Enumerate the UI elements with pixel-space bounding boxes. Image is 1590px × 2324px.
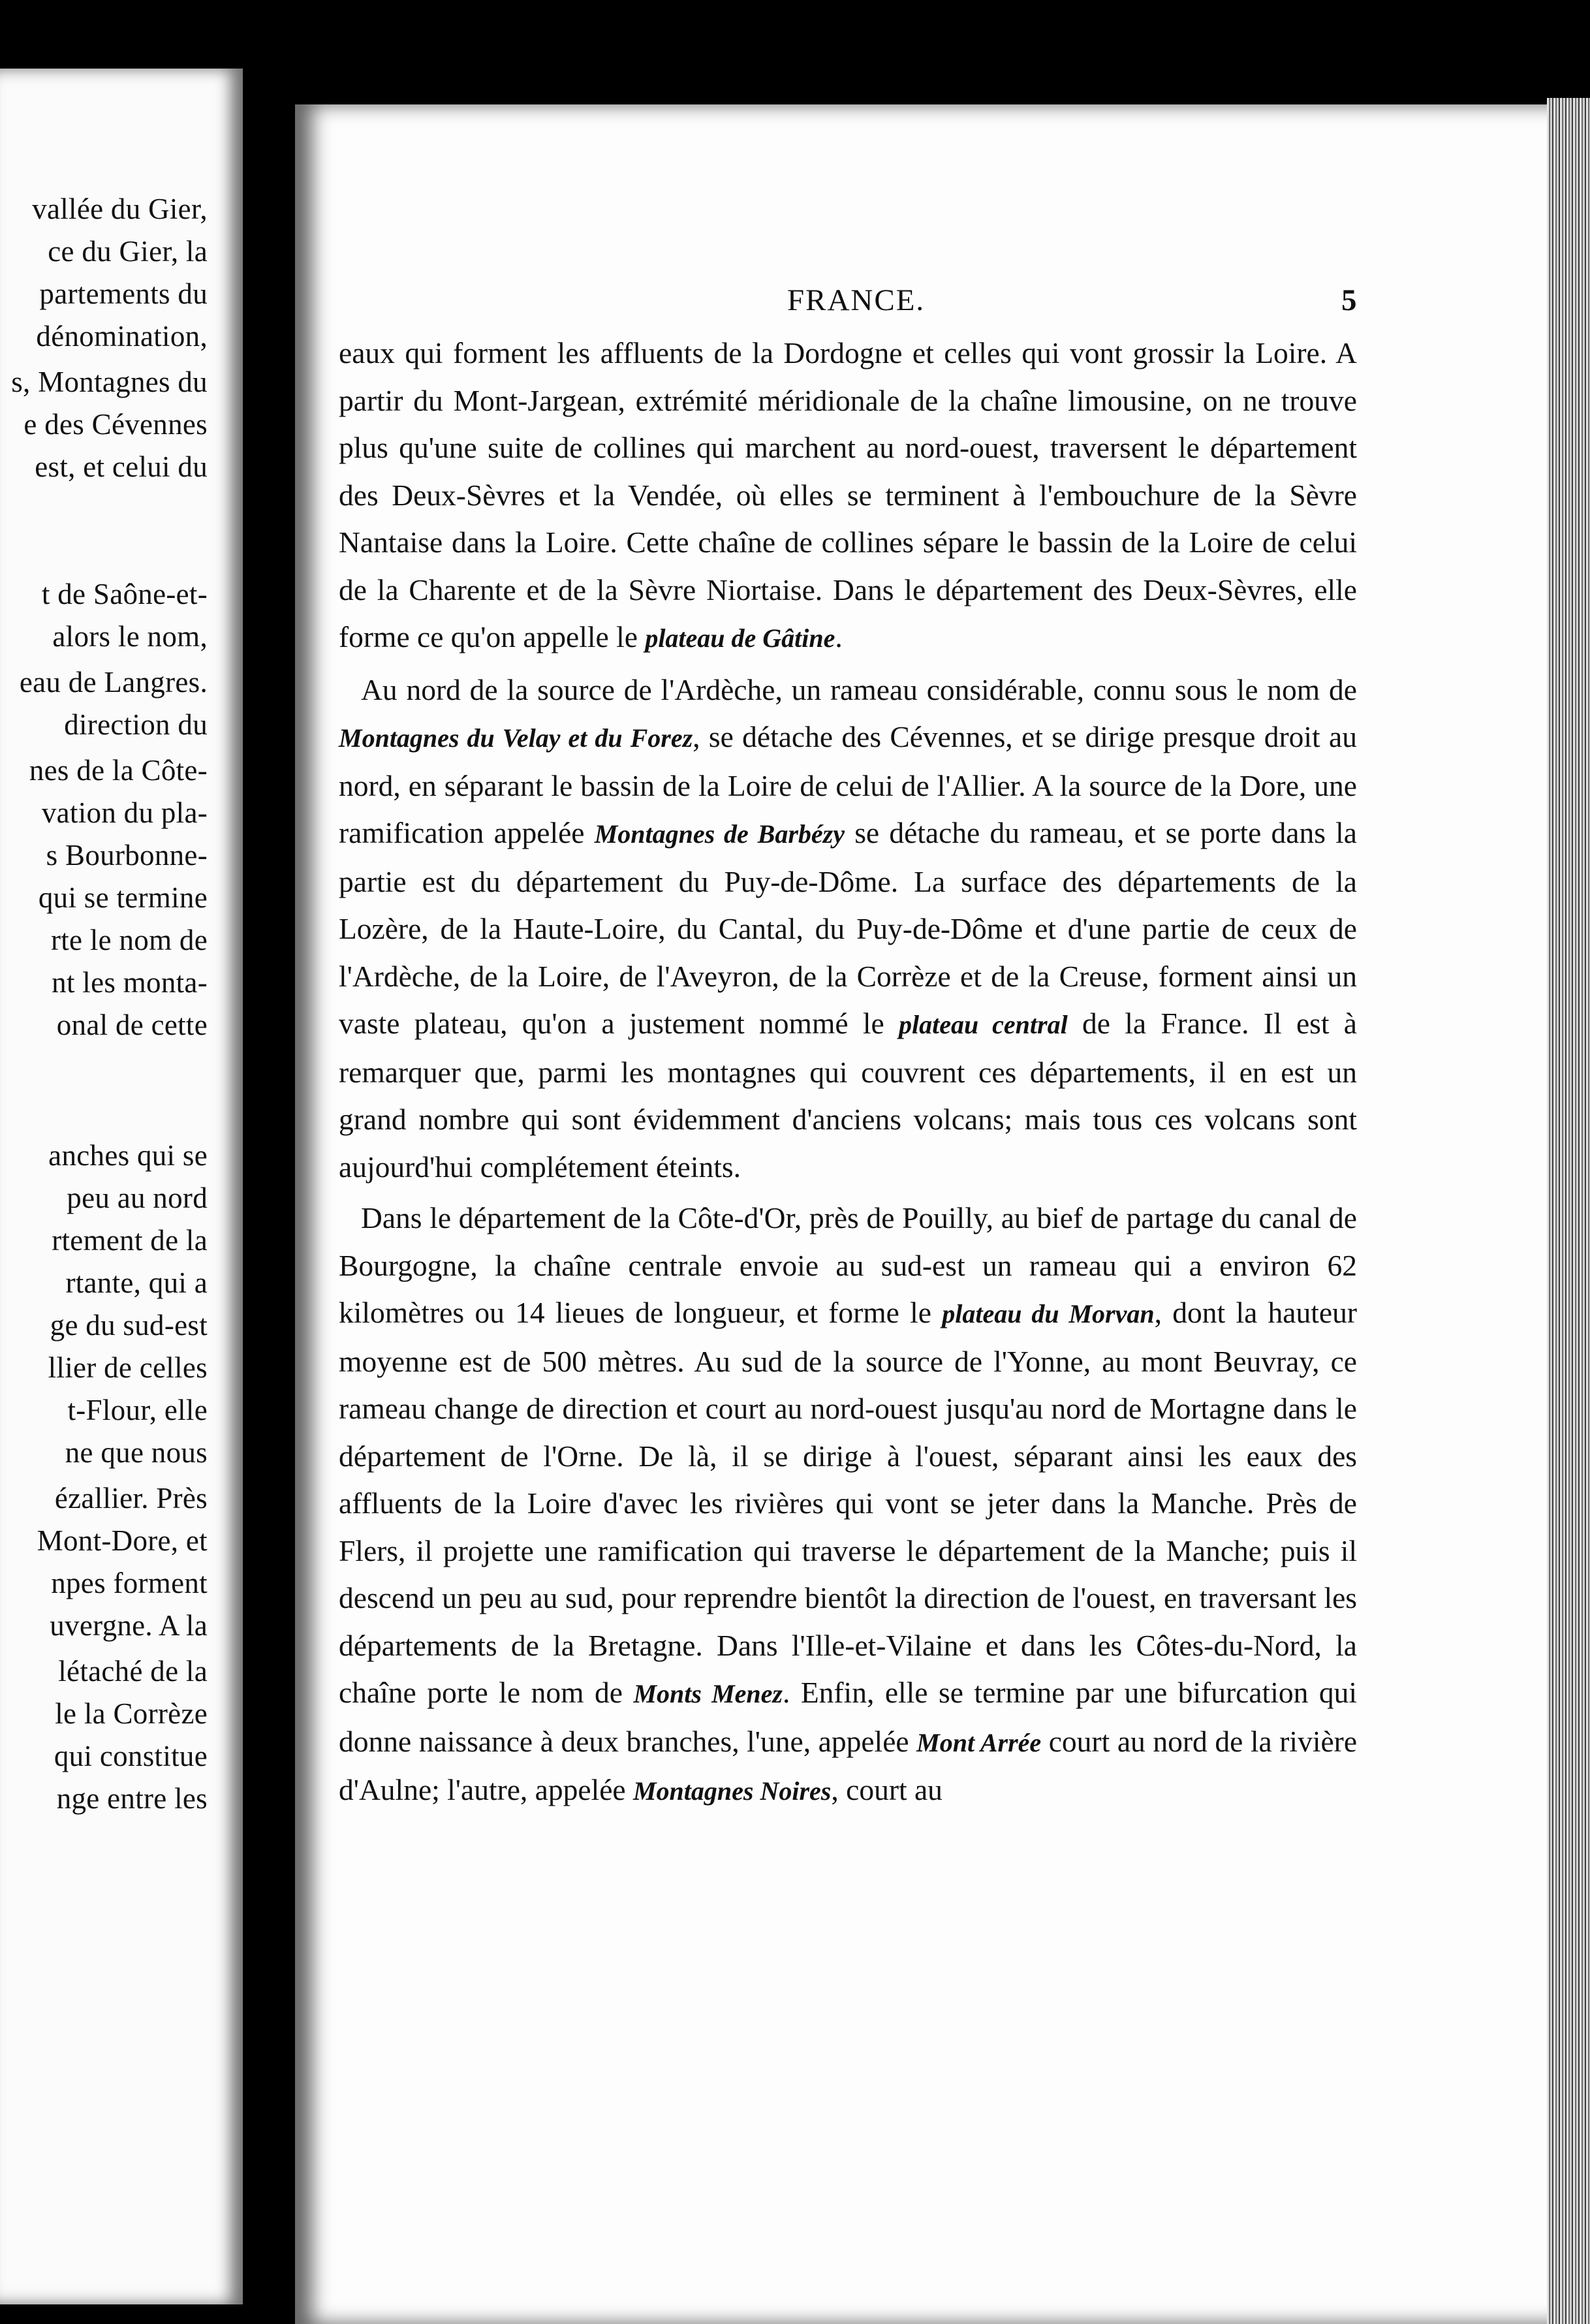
- left-page-line: est, et celui du: [35, 450, 208, 483]
- left-page-line: rtement de la: [52, 1224, 208, 1257]
- left-page-line: partements du: [39, 277, 208, 310]
- text-run: Au nord de la source de l'Ardèche, un rameau considérable, connu sous le nom de: [361, 672, 1357, 706]
- left-page-line: llier de celles: [48, 1351, 208, 1384]
- left-page-line: ézallier. Près: [54, 1482, 208, 1515]
- right-page: [295, 104, 1558, 2324]
- italic-term: Mont Arrée: [916, 1727, 1042, 1757]
- italic-term: plateau central: [898, 1010, 1068, 1039]
- left-page-line: npes forment: [51, 1567, 208, 1599]
- text-run: .: [835, 620, 843, 653]
- left-page-line: létaché de la: [58, 1655, 208, 1688]
- left-page-line: Mont-Dore, et: [37, 1524, 208, 1557]
- left-page-line: nt les monta-: [52, 966, 208, 999]
- italic-term: plateau de Gâtine: [645, 623, 835, 653]
- text-run: court au nord de la rivière d'Aulne; l'autre, appelée: [339, 1724, 1358, 1806]
- left-page-line: qui se termine: [38, 881, 208, 914]
- left-page-line: e des Cévennes: [23, 408, 208, 441]
- left-page-line: vallée du Gier,: [32, 193, 208, 225]
- left-page-line: ge du sud-est: [50, 1309, 208, 1342]
- text-run: Dans le département de la Côte-d'Or, près de Pouilly, au bief de partage du canal de Bourgogne, la chaîne centrale envoie au sud-est un rameau qui a environ 62 kilomètres ou 14 lieues de longueur, et forme le: [339, 1201, 1357, 1329]
- left-page-line: s Bourbonne-: [46, 839, 208, 872]
- left-page-line: uvergne. A la: [50, 1609, 208, 1642]
- paragraph: [339, 1195, 1357, 1815]
- running-head-title: FRANCE.: [787, 283, 926, 317]
- left-page-line: s, Montagnes du: [11, 366, 208, 398]
- left-page-line: ce du Gier, la: [48, 235, 208, 268]
- left-page-line: onal de cette: [56, 1009, 208, 1041]
- left-page-fragment: [0, 69, 243, 2304]
- left-page-line: qui constitue: [54, 1740, 208, 1772]
- text-run: . Enfin, elle se termine par une bifurcation qui donne naissance à deux branches, l'une, appelée: [339, 1676, 1357, 1758]
- left-page-line: t-Flour, elle: [67, 1394, 208, 1426]
- left-page-line: nes de la Côte-: [29, 754, 208, 787]
- left-page-line: peu au nord: [67, 1182, 208, 1214]
- left-page-line: rte le nom de: [50, 924, 208, 956]
- text-run: se détache du rameau, et se porte dans la partie est du département du Puy-de-Dôme. La surface des départements de la Lozère, de la Haute-Loire, du Cantal, du Puy-de-Dôme et d'une partie de ceux de l'Ardèche, de la Loire, de l'Aveyron, de la Corrèze et de la Creuse, forment ainsi un vaste plateau, qu'on a justement nommé le: [339, 816, 1357, 1040]
- page-number: 5: [1341, 283, 1357, 317]
- italic-term: plateau du Morvan: [942, 1299, 1155, 1328]
- paragraph: [339, 667, 1357, 1191]
- left-page-line: alors le nom,: [52, 620, 208, 653]
- left-page-line: vation du pla-: [41, 796, 208, 829]
- text-run: , dont la hauteur moyenne est de 500 mètres. Au sud de la source de l'Yonne, au mont Beuvray, ce rameau change de direction et court au nord-ouest jusqu'au nord de Mortagne dans le département de l'Orne. De là, il se dirige à l'ouest, séparant ainsi les eaux des affluents de la Loire d'avec les rivières qui vont se jeter dans la Manche. Près de Flers, il projette une ramification qui traverse le département de la Manche; puis il descend un peu au sud, pour reprendre bientôt la direction de l'ouest, en traversant les départements de la Bretagne. Dans l'Ille-et-Vilaine et dans les Côtes-du-Nord, la chaîne porte le nom de: [339, 1296, 1357, 1709]
- left-page-line: t de Saône-et-: [41, 578, 208, 610]
- text-run: eaux qui forment les affluents de la Dordogne et celles qui vont grossir la Loire. A partir du Mont-Jargean, extrémité méridionale de la chaîne limousine, on ne trouve plus qu'une suite de collines qui marchent au nord-ouest, traversent le département des Deux-Sèvres et la Vendée, où elles se terminent à l'embouchure de la Sèvre Nantaise dans la Loire. Cette chaîne de collines sépare le bassin de la Loire de celui de la Charente et de la Sèvre Niortaise. Dans le département des Deux-Sèvres, elle forme ce qu'on appelle le: [339, 336, 1357, 653]
- paragraph: [339, 330, 1357, 663]
- left-page-line: le la Corrèze: [55, 1697, 208, 1730]
- left-page-line: ne que nous: [65, 1436, 208, 1469]
- left-page-line: rtante, qui a: [65, 1266, 208, 1299]
- left-page-line: eau de Langres.: [19, 666, 208, 699]
- left-page-line: nge entre les: [56, 1782, 208, 1815]
- left-page-line: direction du: [64, 708, 208, 741]
- text-run: , se détache des Cévennes, et se dirige presque droit au nord, en séparant le bassin de la Loire de celui de l'Allier. A la source de la Dore, une ramification appelée: [339, 720, 1357, 849]
- left-page-line: dénomination,: [36, 320, 208, 353]
- italic-term: Monts Menez: [633, 1679, 783, 1708]
- italic-term: Montagnes Noires: [632, 1776, 832, 1806]
- page-edge-stack: [1547, 98, 1590, 2324]
- text-run: , court au: [831, 1773, 943, 1806]
- text-run: de la France. Il est à remarquer que, parmi les montagnes qui couvrent ces départements, il en est un grand nombre qui sont évidemment d'anciens volcans; mais tous ces volcans sont aujourd'hui complétement éteints.: [339, 1007, 1357, 1184]
- left-page-line: anches qui se: [48, 1139, 208, 1172]
- italic-term: Montagnes de Barbézy: [594, 819, 845, 849]
- book-gutter: [243, 0, 300, 2324]
- body-text: [339, 330, 1357, 1815]
- italic-term: Montagnes du Velay et du Forez: [339, 723, 693, 753]
